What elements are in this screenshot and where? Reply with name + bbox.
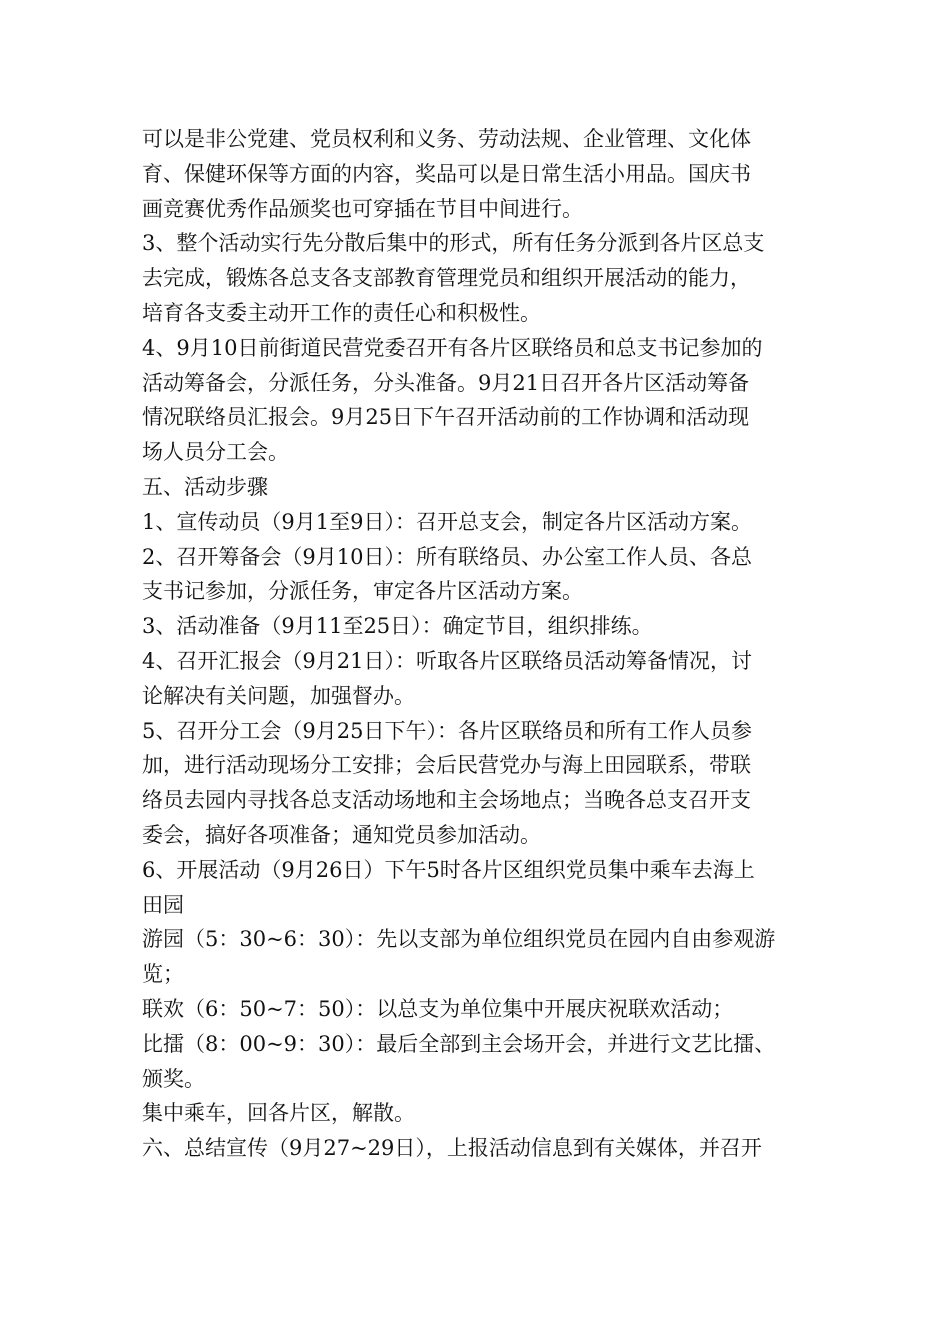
text-line: 集中乘车，回各片区，解散。 [142, 1101, 415, 1126]
section-heading: 六、总结宣传（9月27~29日），上报活动信息到有关媒体，并召开 [142, 1136, 762, 1161]
text-line: 游园（5：30~6：30）：先以支部为单位组织党员在园内自由参观游 [142, 927, 776, 952]
text-line: 比擂（8：00~9：30）：最后全部到主会场开会，并进行文艺比擂、 [142, 1031, 776, 1056]
text-line: 1、宣传动员（9月1至9日）：召开总支会，制定各片区活动方案。 [142, 509, 752, 534]
text-line: 络员去园内寻找各总支活动场地和主会场地点；当晚各总支召开支 [142, 788, 751, 813]
text-line: 活动筹备会，分派任务，分头准备。9月21日召开各片区活动筹备 [142, 370, 750, 395]
document-body [142, 122, 812, 1166]
text-line: 情况联络员汇报会。9月25日下午召开活动前的工作协调和活动现 [142, 405, 750, 430]
text-line: 4、召开汇报会（9月21日）：听取各片区联络员活动筹备情况，讨 [142, 648, 752, 673]
text-line: 览； [142, 962, 184, 987]
text-line: 6、开展活动（9月26日）下午5时各片区组织党员集中乘车去海上 [142, 857, 755, 882]
text-line: 2、召开筹备会（9月10日）：所有联络员、办公室工作人员、各总 [142, 544, 752, 569]
text-line: 支书记参加，分派任务，审定各片区活动方案。 [142, 579, 583, 604]
text-line: 委会，搞好各项准备；通知党员参加活动。 [142, 822, 541, 847]
text-line: 培育各支委主动开工作的责任心和积极性。 [142, 300, 541, 325]
text-line: 3、活动准备（9月11至25日）：确定节目，组织排练。 [142, 614, 653, 639]
text-line: 场人员分工会。 [142, 440, 289, 465]
text-line: 5、召开分工会（9月25日下午）：各片区联络员和所有工作人员参 [142, 718, 752, 743]
text-line: 4、9月10日前街道民营党委召开有各片区联络员和总支书记参加的 [142, 335, 763, 360]
section-heading: 五、活动步骤 [142, 474, 268, 499]
text-line: 育、保健环保等方面的内容，奖品可以是日常生活小用品。国庆书 [142, 161, 751, 186]
text-line: 田园 [142, 892, 184, 917]
text-line: 颁奖。 [142, 1066, 205, 1091]
text-line: 联欢（6：50~7：50）：以总支为单位集中开展庆祝联欢活动； [142, 996, 734, 1021]
text-line: 去完成，锻炼各总支各支部教育管理党员和组织开展活动的能力， [142, 266, 751, 291]
text-line: 加，进行活动现场分工安排；会后民营党办与海上田园联系，带联 [142, 753, 751, 778]
text-line: 3、整个活动实行先分散后集中的形式，所有任务分派到各片区总支 [142, 231, 765, 256]
text-line: 可以是非公党建、党员权利和义务、劳动法规、企业管理、文化体 [142, 127, 751, 151]
text-line: 论解决有关问题，加强督办。 [142, 683, 415, 708]
text-line: 画竞赛优秀作品颁奖也可穿插在节目中间进行。 [142, 196, 583, 221]
